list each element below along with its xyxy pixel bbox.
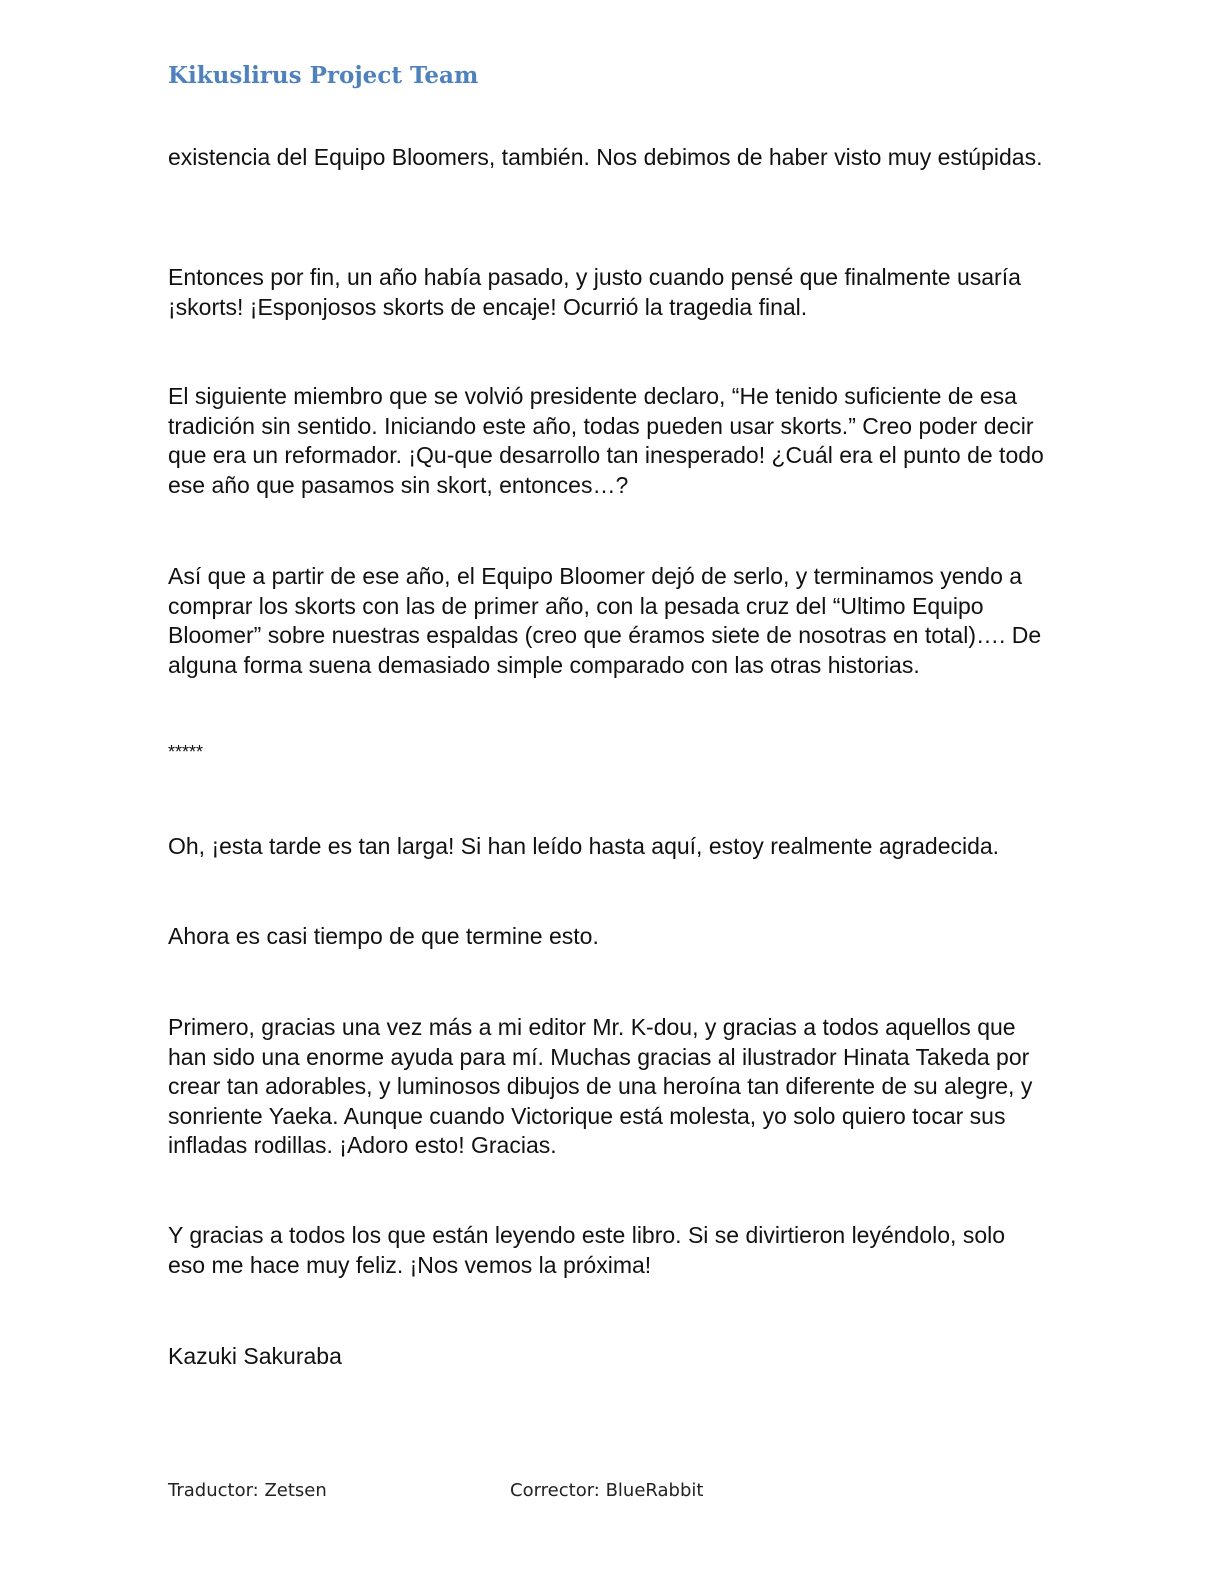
- paragraph-continuation: existencia del Equipo Bloomers, también. Nos debimos de haber visto muy estúpidas.: [168, 144, 1043, 170]
- paragraph-thanks-reading: Oh, ¡esta tarde es tan larga! Si han leído hasta aquí, estoy realmente agradecida.: [168, 833, 1000, 859]
- section-separator: *****: [168, 742, 204, 762]
- paragraph-president: El siguiente miembro que se volvió presidente declaro, “He tenido suficiente de esa tradición sin sentido. Iniciando este año, todas pueden usar skorts.” Creo poder decir que era un reformador. ¡Qu-que desarrollo tan inesperado! ¿Cuál era el punto de todo ese año que pasamos sin skort, entonces…?: [168, 383, 1044, 498]
- page-header-title: Kikuslirus Project Team: [168, 62, 479, 89]
- author-signature: Kazuki Sakuraba: [168, 1343, 342, 1369]
- paragraph-thanks-readers: Y gracias a todos los que están leyendo este libro. Si se divirtieron leyéndolo, solo eso me hace muy feliz. ¡Nos vemos la próxima!: [168, 1222, 1006, 1278]
- footer-corrector: Corrector: BlueRabbit: [510, 1480, 704, 1501]
- paragraph-last-bloomer-team: Así que a partir de ese año, el Equipo Bloomer dejó de serlo, y terminamos yendo a comprar los skorts con las de primer año, con la pesada cruz del “Ultimo Equipo Bloomer” sobre nuestras espaldas (creo que éramos siete de nosotras en total)…. De alguna forma suena demasiado simple comparado con las otras historias.: [168, 563, 1042, 678]
- paragraph-acknowledgments: Primero, gracias una vez más a mi editor Mr. K-dou, y gracias a todos aquellos que han sido una enorme ayuda para mí. Muchas gracias al ilustrador Hinata Takeda por crear tan adorables, y luminosos dibujos de una heroína tan diferente de su alegre, y sonriente Yaeka. Aunque cuando Victorique está molesta, yo solo quiero tocar sus infladas rodillas. ¡Adoro esto! Gracias.: [168, 1014, 1033, 1158]
- paragraph-skorts: Entonces por fin, un año había pasado, y justo cuando pensé que finalmente usaría ¡skorts! ¡Esponjosos skorts de encaje! Ocurrió la tragedia final.: [168, 264, 1021, 320]
- paragraph-almost-time: Ahora es casi tiempo de que termine esto.: [168, 923, 599, 949]
- footer-translator: Traductor: Zetsen: [168, 1480, 327, 1501]
